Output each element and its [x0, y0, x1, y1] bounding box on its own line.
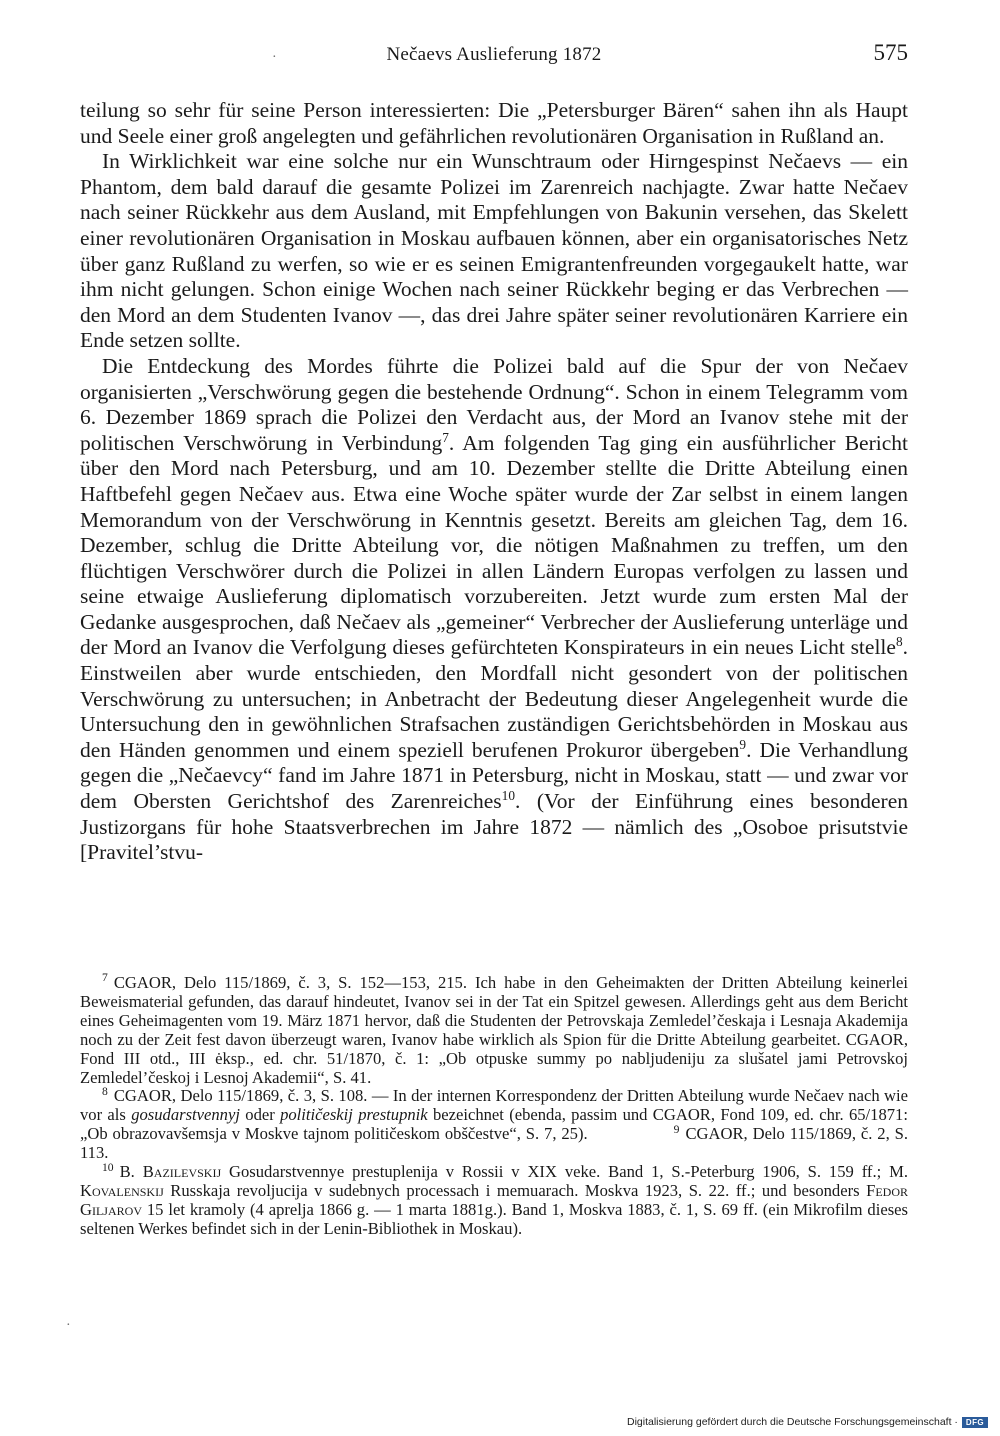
footnote-9-text: CGAOR, Delo 115/1869, č. 2, S. 113.	[80, 1124, 908, 1163]
credit-text: Digitalisierung gefördert durch die Deutsche Forschungsgemeinschaft ·	[626, 1416, 958, 1428]
footnote-ref-7: 7	[442, 429, 449, 445]
page-header	[80, 40, 908, 80]
author-kovalenskij: Kovalenskij	[80, 1180, 164, 1200]
paragraph-3-part-c: . Einstweilen aber wurde entschieden, den Mordfall nicht gesondert von der politischen Verschwörung zu untersuchen; in Anbetracht der Bedeutung dieser Angelegenheit wurde die Untersuchung den in gewöhnlichen Strafsachen zuständigen Gerichtsbehörden in Moskau aus den Händen genommen und einem speziell berufenen Prokuror übergeben	[80, 635, 908, 762]
dfg-logo-icon: DFG	[962, 1417, 988, 1428]
footnote-8-text-b: oder	[239, 1105, 281, 1125]
footnote-8-italic-2: političeskij prestupnik	[280, 1105, 428, 1125]
paragraph-2: In Wirklichkeit war eine solche nur ein Wunschtraum oder Hirngespinst Nečaevs — ein Phantom, dem bald darauf die gesamte Polizei im Zarenreich nachjagte. Zwar hatte Nečaev nach seiner Rückkehr aus dem Ausland, mit Empfehlungen von Bakunin versehen, das Skelett einer revolutionären Organisation in Moskau aufbauen können, aber ein organisatorisches Netz über ganz Rußland zu werfen, so wie er es seinen Emigrantenfreunden vorgegaukelt hatte, war ihm nicht gelungen. Schon einige Wochen nach seiner Rückkehr beging er das Verbrechen — den Mord an dem Studenten Ivanov —, das drei Jahre später seiner revolutionären Karriere ein Ende setzen sollte.	[80, 149, 908, 353]
paragraph-3	[80, 354, 908, 866]
scan-speck-header: ·	[272, 50, 277, 65]
paragraph-3-part-e: . (Vor der Einführung eines besonderen Justizorgans für hohe Staatsverbrechen im Jahre 1872 — nämlich des „Osoboe prisutstvie [Pravitel’stvu-	[80, 789, 908, 865]
footnote-8-mark: 8	[102, 1084, 108, 1098]
page-number: 575	[873, 40, 908, 65]
footnote-7	[80, 971, 908, 1087]
footnote-10-text-d: 15 let kramoly (4 aprelja 1866 g. — 1 marta 1881g.). Band 1, Moskva 1883, č. 1, S. 69 ff. (ein Mikrofilm dieses seltenen Werkes befindet sich in der Lenin-Bibliothek in Moskau).	[80, 1199, 908, 1238]
footnote-10	[80, 1160, 908, 1239]
paragraph-3-part-b: . Am folgenden Tag ging ein ausführlicher Bericht über den Mord nach Petersburg, und am 10. Dezember stellte die Dritte Abteilung einen Haftbefehl gegen Nečaev aus. Etwa eine Woche später wurde der Zar selbst in einem langen Memorandum von der Verschwörung in Kenntnis gesetzt. Bereits am gleichen Tag, dem 16. Dezember, schlug die Dritte Abteilung vor, die nötigen Maßnahmen zu treffen, um den flüchtigen Verschwörer durch die Polizei in allen Ländern Europas verfolgen zu lassen und seine etwaige Auslieferung diplomatisch vorzubereiten. Jetzt wurde zum ersten Mal der Gedanke ausgesprochen, daß Nečaev als „gemeiner“ Verbrecher der Auslieferung unterläge und der Mord an Ivanov die Verfolgung dieses gefürchteten Konspirateurs in ein neues Licht stelle	[80, 430, 908, 660]
footnote-8-italic-1: gosudarstvennyj	[131, 1105, 240, 1125]
body-text	[80, 98, 908, 866]
footnote-7-text: CGAOR, Delo 115/1869, č. 3, S. 152—153, 215. Ich habe in den Geheimakten der Dritten Abteilung keinerlei Beweismaterial gefunden, das darauf hindeutet, Ivanov sei in der Tat ein Spitzel gewesen. Allerdings geht aus dem Bericht eines Geheimagenten vom 19. März 1871 hervor, daß die Studenten der Petrovskaja Zemledel’českaja i Lesnaja Akademija noch zu der Zeit fest davon überzeugt waren, Ivanov habe wirklich als Spion für die Dritte Abteilung gearbeitet. CGAOR, Fond III otd., III ėksp., ed. chr. 51/1870, č. 1: „Ob otpuske summy po nabljudeniju za slušatel jami Petrovskoj Zemledel’českoj i Lesnoj Akademii“, S. 41.	[80, 973, 908, 1087]
footnote-ref-8: 8	[895, 634, 903, 650]
footnote-8	[80, 1084, 908, 1163]
running-title: Nečaevs Auslieferung 1872	[386, 44, 602, 65]
paragraph-3-part-d: . Die Verhandlung gegen die „Nečaevcy“ fand im Jahre 1871 in Petersburg, nicht in Moskau, statt — und zwar vor dem Obersten Gerichtshof des Zarenreiches	[80, 737, 908, 814]
footnotes	[80, 971, 908, 1239]
footnote-8-text-c: bezeichnet (ebenda, passim und CGAOR, Fond 109, ed. chr. 65/1871: „Ob obrazovavšemsja v Moskve tajnom političeskom obščestve“, S. 7, 25).	[80, 1105, 908, 1144]
footnote-10-mark: 10	[102, 1160, 114, 1174]
scan-speck: ·	[66, 1318, 71, 1333]
footnote-7-mark: 7	[102, 971, 108, 985]
paragraph-1: teilung so sehr für seine Person interessierten: Die „Petersburger Bären“ sahen ihn als Haupt und Seele einer groß angelegten und gefährlichen revolutionären Organisation in Rußland an.	[80, 98, 908, 148]
digitization-credit	[627, 1416, 988, 1428]
footnote-10-text-b: Gosudarstvennye prestuplenija v Rossii v XIX veke. Band 1, S.-Peterburg 1906, S. 159 ff.; M.	[221, 1162, 908, 1182]
footnote-9-mark: 9	[673, 1122, 680, 1136]
author-giljarov: Fedor Giljarov	[80, 1180, 908, 1219]
footnote-10-text-a: B.	[119, 1162, 143, 1182]
footnote-10-text-c: Russkaja revoljucija v sudebnych processach i memuarach. Moskva 1923, S. 22. ff.; und besonders	[163, 1180, 867, 1200]
footnote-ref-10: 10	[501, 787, 515, 803]
author-bazilevskij: Bazilevskij	[142, 1162, 222, 1182]
paragraph-3-part-a: Die Entdeckung des Mordes führte die Polizei bald auf die Spur der von Nečaev organisierten „Verschwörung gegen die bestehende Ordnung“. Schon in einem Telegramm vom 6. Dezember 1869 sprach die Polizei den Verdacht aus, der Mord an Ivanov stehe mit der politischen Verschwörung in Verbindung	[80, 353, 908, 455]
footnote-ref-9: 9	[739, 736, 747, 752]
footnote-8-text-a: CGAOR, Delo 115/1869, č. 3, S. 108. — In der internen Korrespondenz der Dritten Abteilung wurde Nečaev nach wie vor als	[80, 1086, 908, 1125]
